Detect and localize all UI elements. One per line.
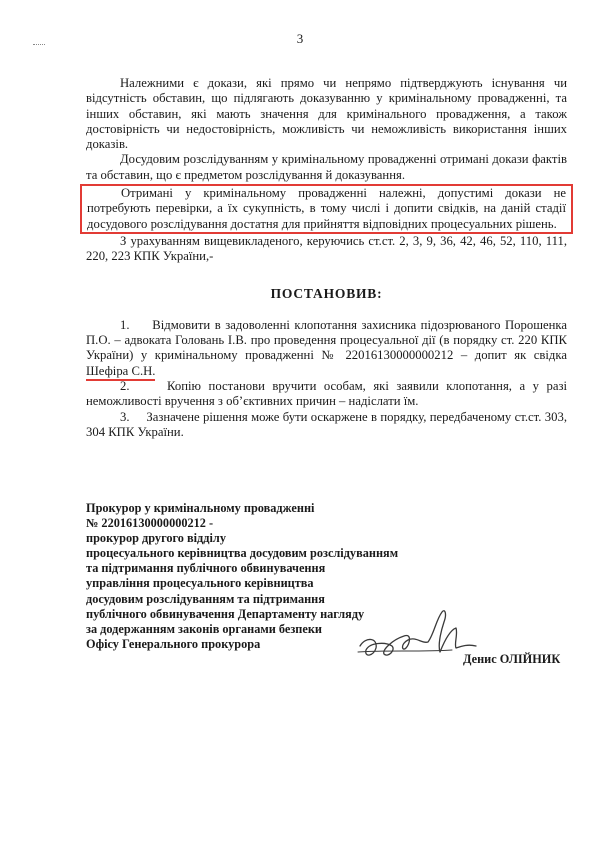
resolution-item-1 <box>86 318 567 379</box>
signature-line: Офісу Генерального прокурора <box>86 636 261 651</box>
resolution-item-2: 2. Копію постанови вручити особам, які заявили клопотання, а у разі неможливості вручення з об’єктивних причин – надіслати їм. <box>86 379 567 409</box>
signature-line: управління процесуального керівництва <box>86 576 314 591</box>
signature-line: процесуального керівництва досудовим розслідуванням <box>86 546 399 561</box>
document-body <box>86 76 567 440</box>
signature-block <box>86 501 399 652</box>
signature-line: № 22016130000000212 - <box>86 516 214 531</box>
resolution-item-1-text: 1. Відмовити в задоволенні клопотання захисника підозрюваного Порошенка П.О. – адвоката Головань І.В. про проведення процесуальної дії (в порядку ст. 220 КПК України) у кримінальному провадженні № 22016130000000212 – допит як свідка <box>86 317 567 363</box>
witness-name: Шефіра С.Н. <box>86 364 155 381</box>
signature-line: за додержанням законів органами безпеки <box>86 621 323 636</box>
paragraph-legal-basis: З урахуванням вищевикладеного, керуючись ст.ст. 2, 3, 9, 36, 42, 46, 52, 110, 111, 220, 223 КПК України,- <box>86 233 567 264</box>
signature-line: досудовим розслідуванням та підтримання <box>86 591 325 606</box>
paragraph-relevance: Належними є докази, які прямо чи непрямо підтверджують існування чи відсутність обставин, що підлягають доказуванню у кримінальному провадженні, та інших обставин, які мають значення для кримінального провадження, а також достовірність чи недостовірність, можливість чи неможливість використання інших доказів. <box>86 76 567 152</box>
signature-line: прокурор другого відділу <box>86 531 226 546</box>
signature-line: та підтримання публічного обвинувачення <box>86 561 326 576</box>
signature-line: Прокурор у кримінальному провадженні <box>86 501 315 515</box>
resolution-item-3: 3. Зазначене рішення може бути оскаржене в порядку, передбаченому ст.ст. 303, 304 КПК України. <box>86 409 567 439</box>
highlight-box <box>80 184 573 234</box>
resolution-heading: ПОСТАНОВИВ: <box>270 285 383 301</box>
signer-name: Денис ОЛІЙНИК <box>463 652 561 666</box>
signature-line: публічного обвинувачення Департаменту нагляду <box>86 606 365 621</box>
page-number: 3 <box>296 31 304 46</box>
handwritten-signature <box>352 600 482 680</box>
paragraph-highlighted: Отримані у кримінальному провадженні належні, допустимі докази не потребують перевірки, а їх сукупність, в тому числі і допити свідків, на даній стадії досудового розслідування достатня для прийняття відповідних процесуальних рішень. <box>87 186 566 231</box>
paragraph-evidence-obtained: Досудовим розслідуванням у кримінальному провадженні отримані докази фактів та обставин, що є предметом розслідування й доказування. <box>86 152 567 182</box>
